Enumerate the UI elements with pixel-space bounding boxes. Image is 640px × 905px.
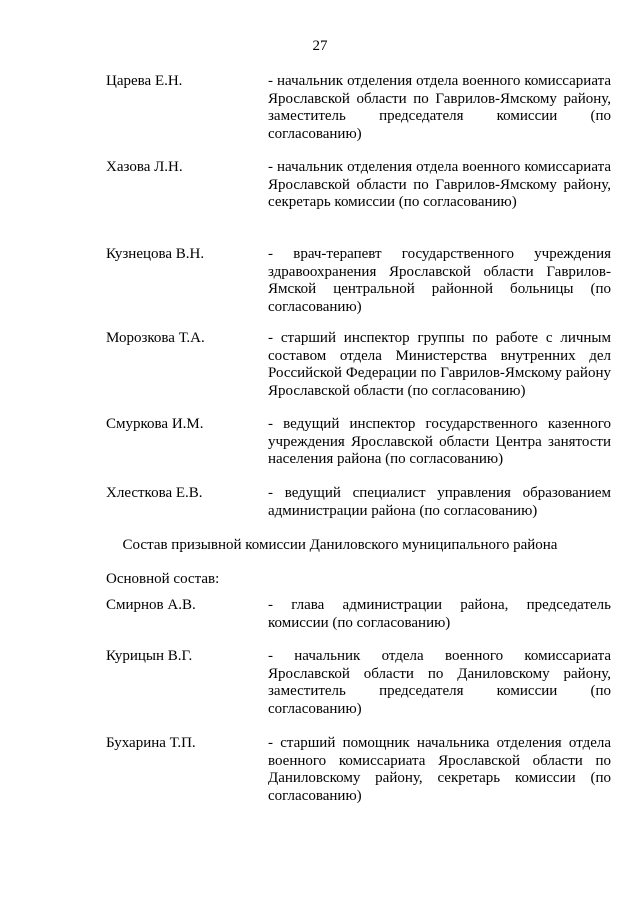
member-name: Смирнов А.В. [106,597,196,613]
member-role: - ведущий инспектор государственного казенного учреждения Ярославской области Центра занятости населения района (по согласованию) [268,416,611,467]
member-name: Кузнецова В.Н. [106,246,205,262]
member-name: Бухарина Т.П. [106,735,196,751]
section-title: Состав призывной комиссии Даниловского муниципального района [122,537,558,553]
member-name: Смуркова И.М. [106,416,204,432]
member-role: - начальник отделения отдела военного комиссариата Ярославской области по Гаврилов-Ямскому району, секретарь комиссии (по согласованию) [268,159,611,210]
page-number: 27 [312,38,328,54]
member-role: - глава администрации района, председатель комиссии (по согласованию) [268,597,611,631]
member-role: - врач-терапевт государственного учреждения здравоохранения Ярославской области Гаврилов-Ямской центральной районной больницы (по согласованию) [268,246,611,315]
section-subtitle: Основной состав: [106,571,220,587]
member-role: - старший помощник начальника отделения отдела военного комиссариата Ярославской области по Даниловскому району, секретарь комиссии (по согласованию) [268,735,611,804]
member-role: - старший инспектор группы по работе с личным составом отдела Министерства внутренних дел Российской Федерации по Гаврилов-Ямскому району Ярославской области (по согласованию) [268,330,611,399]
member-name: Хлесткова Е.В. [106,485,203,501]
member-name: Царева Е.Н. [106,73,183,89]
member-name: Хазова Л.Н. [106,159,183,175]
member-role: - начальник отдела военного комиссариата Ярославской области по Даниловскому району, заместитель председателя комиссии (по согласованию) [268,648,611,717]
member-role: - начальник отделения отдела военного комиссариата Ярославской области по Гаврилов-Ямскому району, заместитель председателя комиссии (по согласованию) [268,73,611,142]
member-name: Морозкова Т.А. [106,330,205,346]
member-role: - ведущий специалист управления образованием администрации района (по согласованию) [268,485,611,519]
member-name: Курицын В.Г. [106,648,193,664]
